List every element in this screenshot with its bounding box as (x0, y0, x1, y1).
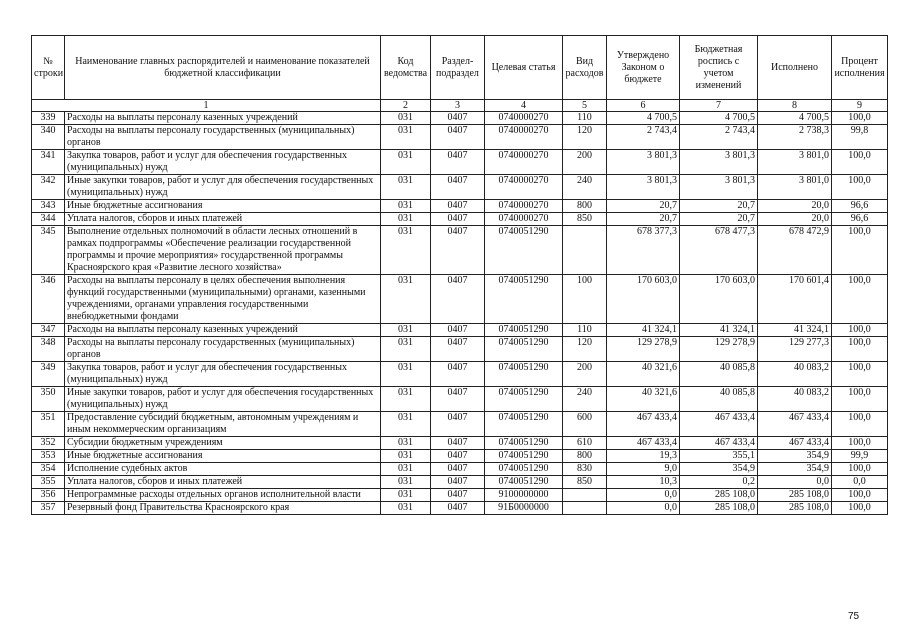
table-row (32, 200, 888, 213)
table-row (32, 175, 888, 200)
expense-kind: 830 (563, 463, 607, 476)
execution-percent: 100,0 (832, 489, 888, 502)
expense-kind: 800 (563, 200, 607, 213)
section-code: 0407 (431, 450, 485, 463)
schedule-amount: 3 801,3 (680, 150, 758, 175)
executed-amount: 0,0 (758, 476, 832, 489)
row-name: Иные бюджетные ассигнования (65, 450, 381, 463)
expense-kind: 240 (563, 175, 607, 200)
row-name: Субсидии бюджетным учреждениям (65, 437, 381, 450)
department-code: 031 (381, 362, 431, 387)
department-code: 031 (381, 502, 431, 515)
expense-kind: 600 (563, 412, 607, 437)
target-article: 0740051290 (485, 450, 563, 463)
target-article: 0740051290 (485, 476, 563, 489)
section-code: 0407 (431, 476, 485, 489)
row-name: Иные бюджетные ассигнования (65, 200, 381, 213)
execution-percent: 100,0 (832, 412, 888, 437)
schedule-amount: 3 801,3 (680, 175, 758, 200)
executed-amount: 285 108,0 (758, 502, 832, 515)
column-header: Наименование главных распорядителей и наименование показателей бюджетной классификации (65, 36, 381, 100)
schedule-amount: 285 108,0 (680, 502, 758, 515)
target-article: 0740051290 (485, 463, 563, 476)
section-code: 0407 (431, 502, 485, 515)
table-row (32, 226, 888, 275)
row-number: 345 (32, 226, 65, 275)
table-row (32, 437, 888, 450)
section-code: 0407 (431, 213, 485, 226)
executed-amount: 129 277,3 (758, 337, 832, 362)
row-name: Расходы на выплаты персоналу казенных учреждений (65, 112, 381, 125)
row-number: 348 (32, 337, 65, 362)
table-row (32, 213, 888, 226)
expense-kind (563, 226, 607, 275)
approved-amount: 40 321,6 (607, 387, 680, 412)
row-number: 349 (32, 362, 65, 387)
schedule-amount: 20,7 (680, 200, 758, 213)
table-row (32, 476, 888, 489)
table-row (32, 489, 888, 502)
schedule-amount: 40 085,8 (680, 387, 758, 412)
expense-kind: 100 (563, 275, 607, 324)
execution-percent: 100,0 (832, 502, 888, 515)
expense-kind: 200 (563, 362, 607, 387)
column-number: 1 (32, 100, 381, 112)
column-number: 8 (758, 100, 832, 112)
column-header: Утверждено Законом о бюджете (607, 36, 680, 100)
department-code: 031 (381, 450, 431, 463)
schedule-amount: 4 700,5 (680, 112, 758, 125)
schedule-amount: 41 324,1 (680, 324, 758, 337)
row-number: 340 (32, 125, 65, 150)
section-code: 0407 (431, 437, 485, 450)
row-name: Резервный фонд Правительства Красноярского края (65, 502, 381, 515)
column-header: № строки (32, 36, 65, 100)
row-name: Исполнение судебных актов (65, 463, 381, 476)
execution-percent: 99,9 (832, 450, 888, 463)
page-number: 75 (848, 611, 860, 622)
executed-amount: 3 801,0 (758, 150, 832, 175)
column-header: Бюджетная роспись с учетом изменений (680, 36, 758, 100)
approved-amount: 19,3 (607, 450, 680, 463)
expense-kind: 850 (563, 213, 607, 226)
section-code: 0407 (431, 150, 485, 175)
expense-kind: 110 (563, 112, 607, 125)
target-article: 0740051290 (485, 226, 563, 275)
approved-amount: 20,7 (607, 200, 680, 213)
approved-amount: 0,0 (607, 502, 680, 515)
table-row (32, 150, 888, 175)
row-name: Непрограммные расходы отдельных органов исполнительной власти (65, 489, 381, 502)
schedule-amount: 40 085,8 (680, 362, 758, 387)
row-name: Выполнение отдельных полномочий в области лесных отношений в рамках подпрограммы «Обеспечение реализации государственной программы и прочие мероприятия» государственной программы Красноярского края «Развитие лесного хозяйства» (65, 226, 381, 275)
section-code: 0407 (431, 489, 485, 502)
schedule-amount: 170 603,0 (680, 275, 758, 324)
table-row (32, 502, 888, 515)
row-name: Закупка товаров, работ и услуг для обеспечения государственных (муниципальных) нужд (65, 150, 381, 175)
executed-amount: 3 801,0 (758, 175, 832, 200)
approved-amount: 10,3 (607, 476, 680, 489)
department-code: 031 (381, 412, 431, 437)
table-row (32, 337, 888, 362)
target-article: 0740000270 (485, 150, 563, 175)
target-article: 0740051290 (485, 337, 563, 362)
section-code: 0407 (431, 275, 485, 324)
department-code: 031 (381, 125, 431, 150)
row-number: 343 (32, 200, 65, 213)
row-name: Уплата налогов, сборов и иных платежей (65, 476, 381, 489)
section-code: 0407 (431, 125, 485, 150)
table-row (32, 463, 888, 476)
schedule-amount: 0,2 (680, 476, 758, 489)
schedule-amount: 354,9 (680, 463, 758, 476)
executed-amount: 285 108,0 (758, 489, 832, 502)
section-code: 0407 (431, 175, 485, 200)
section-code: 0407 (431, 324, 485, 337)
row-number: 353 (32, 450, 65, 463)
column-number: 6 (607, 100, 680, 112)
execution-percent: 100,0 (832, 387, 888, 412)
table-row (32, 387, 888, 412)
column-number: 9 (832, 100, 888, 112)
column-header: Код ведомства (381, 36, 431, 100)
column-number: 5 (563, 100, 607, 112)
executed-amount: 354,9 (758, 463, 832, 476)
expense-kind: 850 (563, 476, 607, 489)
execution-percent: 100,0 (832, 226, 888, 275)
executed-amount: 40 083,2 (758, 387, 832, 412)
approved-amount: 467 433,4 (607, 412, 680, 437)
department-code: 031 (381, 275, 431, 324)
row-number: 342 (32, 175, 65, 200)
approved-amount: 4 700,5 (607, 112, 680, 125)
schedule-amount: 20,7 (680, 213, 758, 226)
execution-percent: 100,0 (832, 337, 888, 362)
approved-amount: 678 377,3 (607, 226, 680, 275)
expense-kind (563, 502, 607, 515)
schedule-amount: 285 108,0 (680, 489, 758, 502)
target-article: 0740000270 (485, 125, 563, 150)
column-header: Раздел-подраздел (431, 36, 485, 100)
section-code: 0407 (431, 412, 485, 437)
section-code: 0407 (431, 463, 485, 476)
target-article: 0740051290 (485, 387, 563, 412)
table-body (32, 112, 888, 515)
target-article: 0740051290 (485, 324, 563, 337)
department-code: 031 (381, 337, 431, 362)
expense-kind: 240 (563, 387, 607, 412)
execution-percent: 96,6 (832, 213, 888, 226)
target-article: 0740051290 (485, 437, 563, 450)
approved-amount: 3 801,3 (607, 175, 680, 200)
row-number: 347 (32, 324, 65, 337)
department-code: 031 (381, 437, 431, 450)
table-row (32, 362, 888, 387)
executed-amount: 20,0 (758, 213, 832, 226)
approved-amount: 41 324,1 (607, 324, 680, 337)
execution-percent: 100,0 (832, 150, 888, 175)
column-header: Исполнено (758, 36, 832, 100)
execution-percent: 99,8 (832, 125, 888, 150)
execution-percent: 96,6 (832, 200, 888, 213)
executed-amount: 170 601,4 (758, 275, 832, 324)
execution-percent: 100,0 (832, 463, 888, 476)
section-code: 0407 (431, 200, 485, 213)
expense-kind: 110 (563, 324, 607, 337)
row-number: 350 (32, 387, 65, 412)
executed-amount: 467 433,4 (758, 437, 832, 450)
execution-percent: 100,0 (832, 324, 888, 337)
executed-amount: 4 700,5 (758, 112, 832, 125)
department-code: 031 (381, 112, 431, 125)
row-name: Расходы на выплаты персоналу государственных (муниципальных) органов (65, 337, 381, 362)
column-number: 7 (680, 100, 758, 112)
executed-amount: 678 472,9 (758, 226, 832, 275)
row-number: 346 (32, 275, 65, 324)
target-article: 0740000270 (485, 200, 563, 213)
column-header: Целевая статья (485, 36, 563, 100)
approved-amount: 9,0 (607, 463, 680, 476)
column-number: 2 (381, 100, 431, 112)
row-name: Расходы на выплаты персоналу в целях обеспечения выполнения функций государственными (муниципальными) органами, казенными учреждениями, органами управления государственными внебюджетными фондами (65, 275, 381, 324)
target-article: 0740051290 (485, 412, 563, 437)
executed-amount: 2 738,3 (758, 125, 832, 150)
target-article: 0740000270 (485, 213, 563, 226)
execution-percent: 0,0 (832, 476, 888, 489)
department-code: 031 (381, 175, 431, 200)
row-number: 355 (32, 476, 65, 489)
department-code: 031 (381, 324, 431, 337)
table-row (32, 125, 888, 150)
approved-amount: 0,0 (607, 489, 680, 502)
column-header: Вид расходов (563, 36, 607, 100)
column-header: Процент исполнения (832, 36, 888, 100)
approved-amount: 170 603,0 (607, 275, 680, 324)
target-article: 0740000270 (485, 175, 563, 200)
executed-amount: 20,0 (758, 200, 832, 213)
row-number: 357 (32, 502, 65, 515)
target-article: 91Б0000000 (485, 502, 563, 515)
approved-amount: 129 278,9 (607, 337, 680, 362)
column-number: 3 (431, 100, 485, 112)
department-code: 031 (381, 200, 431, 213)
row-number: 354 (32, 463, 65, 476)
table-row (32, 112, 888, 125)
row-number: 351 (32, 412, 65, 437)
schedule-amount: 2 743,4 (680, 125, 758, 150)
schedule-amount: 467 433,4 (680, 437, 758, 450)
department-code: 031 (381, 213, 431, 226)
schedule-amount: 467 433,4 (680, 412, 758, 437)
approved-amount: 3 801,3 (607, 150, 680, 175)
section-code: 0407 (431, 387, 485, 412)
expense-kind: 200 (563, 150, 607, 175)
department-code: 031 (381, 489, 431, 502)
schedule-amount: 129 278,9 (680, 337, 758, 362)
row-number: 356 (32, 489, 65, 502)
executed-amount: 354,9 (758, 450, 832, 463)
schedule-amount: 678 477,3 (680, 226, 758, 275)
table-row (32, 412, 888, 437)
expense-kind (563, 489, 607, 502)
column-number: 4 (485, 100, 563, 112)
approved-amount: 40 321,6 (607, 362, 680, 387)
section-code: 0407 (431, 226, 485, 275)
department-code: 031 (381, 387, 431, 412)
target-article: 0740051290 (485, 362, 563, 387)
row-name: Иные закупки товаров, работ и услуг для обеспечения государственных (муниципальных) нужд (65, 387, 381, 412)
section-code: 0407 (431, 112, 485, 125)
executed-amount: 41 324,1 (758, 324, 832, 337)
executed-amount: 467 433,4 (758, 412, 832, 437)
budget-table (31, 35, 888, 515)
department-code: 031 (381, 150, 431, 175)
row-name: Иные закупки товаров, работ и услуг для обеспечения государственных (муниципальных) нужд (65, 175, 381, 200)
table-header (32, 36, 888, 112)
expense-kind: 800 (563, 450, 607, 463)
schedule-amount: 355,1 (680, 450, 758, 463)
row-number: 344 (32, 213, 65, 226)
expense-kind: 610 (563, 437, 607, 450)
execution-percent: 100,0 (832, 112, 888, 125)
table-row (32, 450, 888, 463)
row-number: 341 (32, 150, 65, 175)
section-code: 0407 (431, 362, 485, 387)
expense-kind: 120 (563, 337, 607, 362)
expense-kind: 120 (563, 125, 607, 150)
row-number: 339 (32, 112, 65, 125)
row-name: Предоставление субсидий бюджетным, автономным учреждениям и иным некоммерческим организациям (65, 412, 381, 437)
table-row (32, 275, 888, 324)
row-name: Уплата налогов, сборов и иных платежей (65, 213, 381, 226)
approved-amount: 20,7 (607, 213, 680, 226)
row-number: 352 (32, 437, 65, 450)
approved-amount: 467 433,4 (607, 437, 680, 450)
row-name: Расходы на выплаты персоналу государственных (муниципальных) органов (65, 125, 381, 150)
executed-amount: 40 083,2 (758, 362, 832, 387)
execution-percent: 100,0 (832, 275, 888, 324)
execution-percent: 100,0 (832, 362, 888, 387)
row-name: Расходы на выплаты персоналу казенных учреждений (65, 324, 381, 337)
department-code: 031 (381, 463, 431, 476)
section-code: 0407 (431, 337, 485, 362)
target-article: 9100000000 (485, 489, 563, 502)
approved-amount: 2 743,4 (607, 125, 680, 150)
department-code: 031 (381, 476, 431, 489)
target-article: 0740051290 (485, 275, 563, 324)
table-row (32, 324, 888, 337)
row-name: Закупка товаров, работ и услуг для обеспечения государственных (муниципальных) нужд (65, 362, 381, 387)
execution-percent: 100,0 (832, 437, 888, 450)
department-code: 031 (381, 226, 431, 275)
target-article: 0740000270 (485, 112, 563, 125)
execution-percent: 100,0 (832, 175, 888, 200)
